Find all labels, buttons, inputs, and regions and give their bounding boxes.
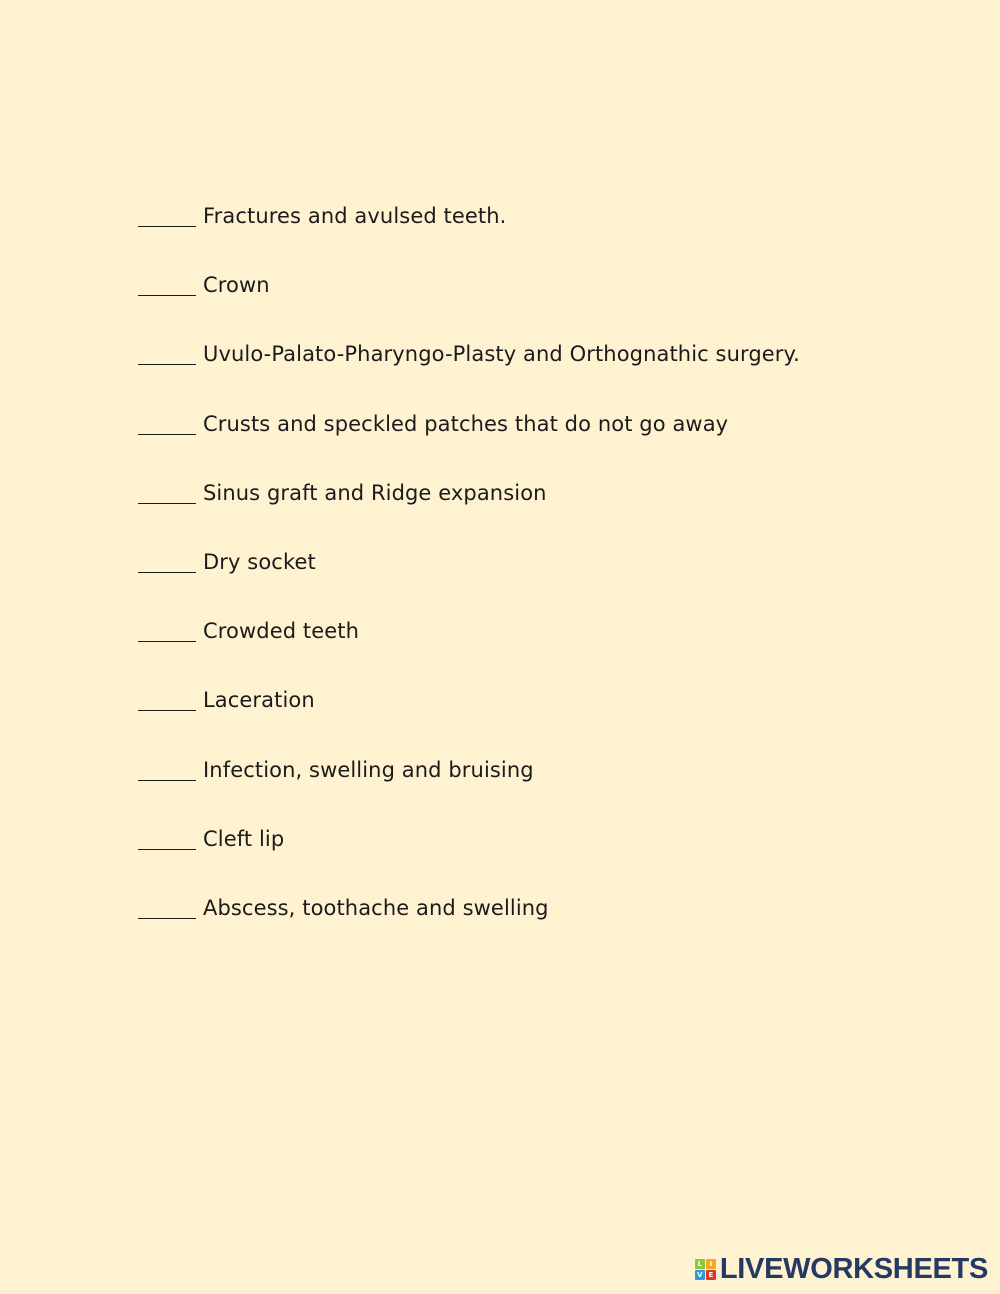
list-item	[138, 338, 958, 407]
liveworksheets-brand	[695, 1253, 988, 1285]
logo-letter-l: L	[695, 1259, 705, 1269]
item-label: Crowded teeth	[203, 619, 360, 644]
logo-letter-e: E	[706, 1270, 716, 1280]
list-item	[138, 269, 958, 338]
item-label: Dry socket	[203, 549, 316, 574]
item-label: Infection, swelling and bruising	[203, 757, 534, 782]
answer-blank[interactable]	[138, 754, 196, 781]
list-item	[138, 477, 958, 546]
list-item	[138, 823, 958, 892]
item-label: Fractures and avulsed teeth.	[203, 204, 507, 228]
item-label: Crusts and speckled patches that do not go away	[203, 411, 729, 436]
logo-letter-i: I	[706, 1259, 716, 1269]
list-item	[138, 615, 958, 684]
liveworksheets-logo-icon	[695, 1259, 716, 1280]
answer-blank[interactable]	[138, 892, 196, 919]
answer-blank[interactable]	[138, 269, 196, 296]
answer-blank[interactable]	[138, 200, 196, 227]
logo-letter-v: V	[695, 1270, 705, 1280]
answer-blank[interactable]	[138, 477, 196, 504]
answer-blank[interactable]	[138, 823, 196, 850]
answer-blank[interactable]	[138, 615, 196, 642]
worksheet-list	[138, 200, 958, 961]
item-label: Sinus graft and Ridge expansion	[203, 480, 547, 505]
answer-blank[interactable]	[138, 338, 196, 365]
list-item	[138, 684, 958, 753]
answer-blank[interactable]	[138, 546, 196, 573]
answer-blank[interactable]	[138, 408, 196, 435]
item-label: Abscess, toothache and swelling	[203, 895, 549, 920]
list-item	[138, 546, 958, 615]
list-item	[138, 200, 958, 269]
item-label: Laceration	[203, 688, 315, 713]
item-label: Cleft lip	[203, 826, 285, 851]
list-item	[138, 408, 958, 477]
list-item	[138, 754, 958, 823]
list-item	[138, 892, 958, 961]
answer-blank[interactable]	[138, 684, 196, 711]
item-label: Uvulo-Palato-Pharyngo-Plasty and Orthognathic surgery.	[203, 342, 800, 367]
item-label: Crown	[203, 273, 270, 298]
brand-name: LIVEWORKSHEETS	[719, 1253, 988, 1285]
